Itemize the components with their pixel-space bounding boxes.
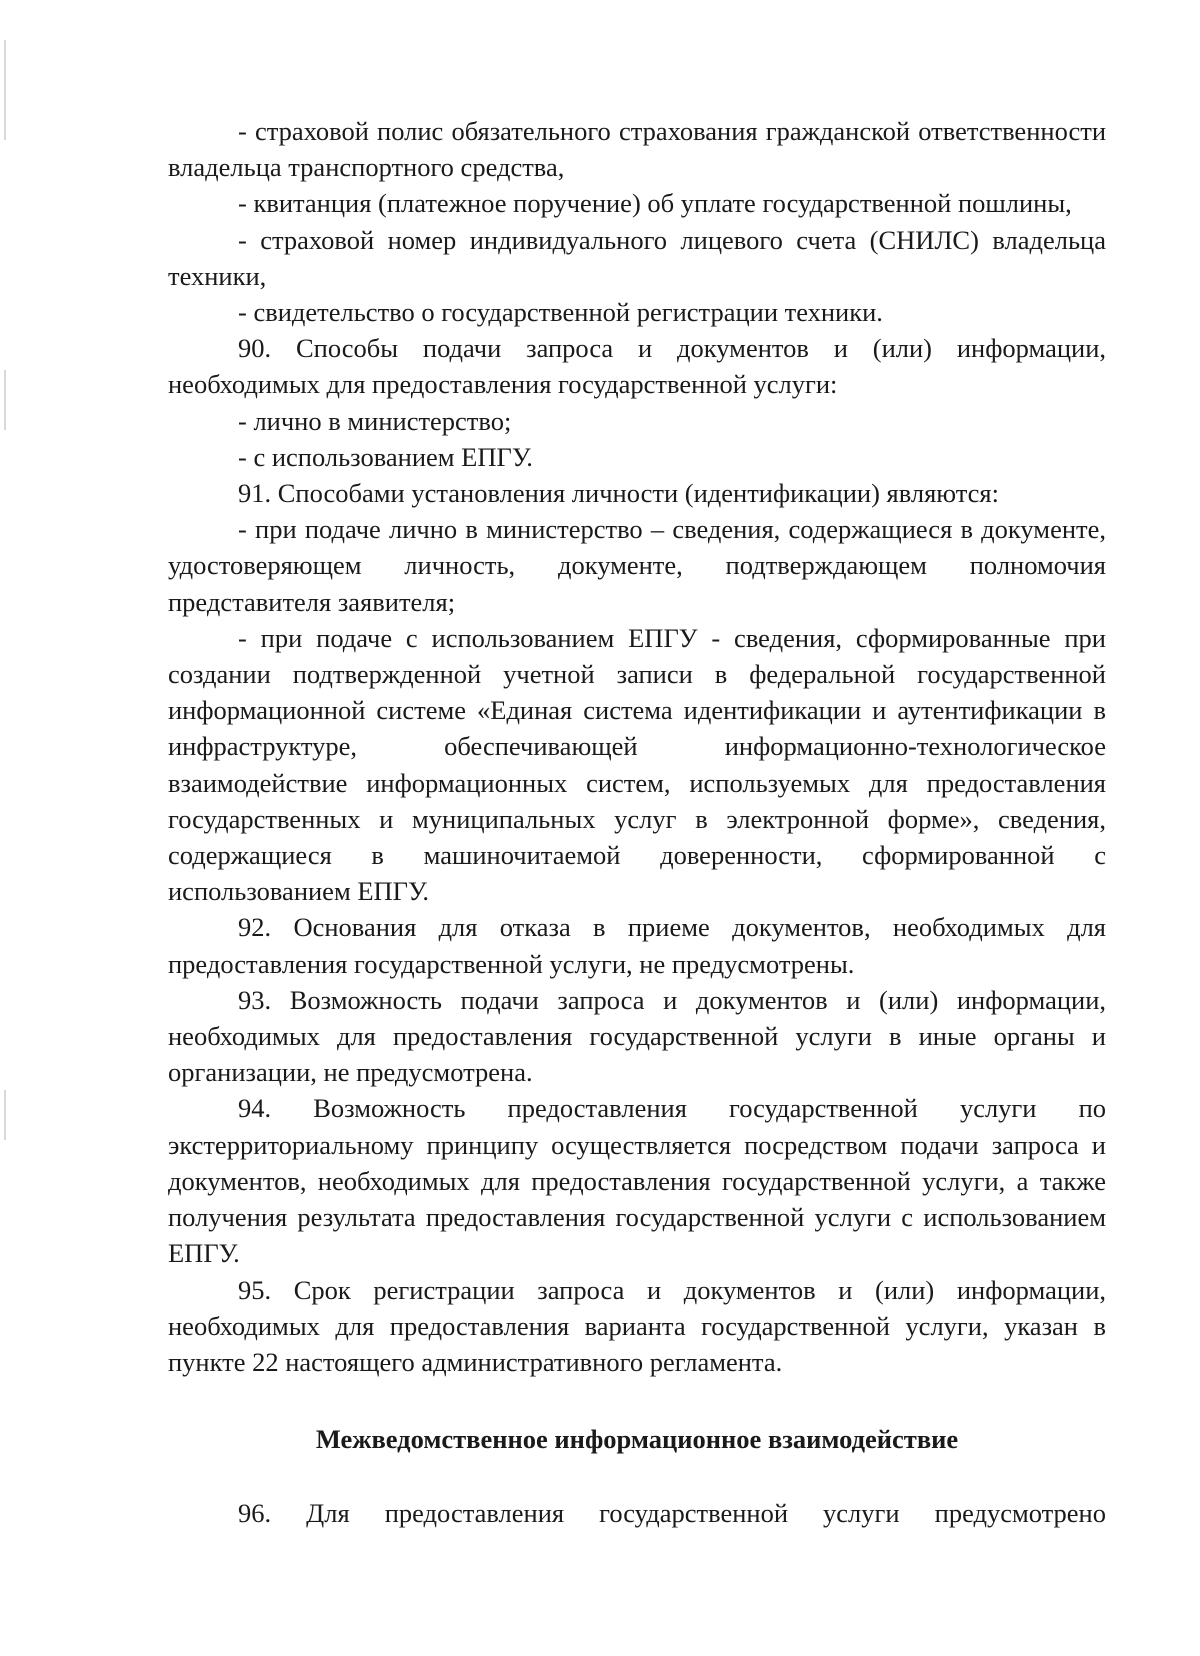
paragraph: 95. Срок регистрации запроса и документов и (или) информации, необходимых для предоставления варианта государственной услуги, указан в пункте 22 настоящего административного регламента. <box>168 1274 1106 1377</box>
paragraph-start: 96. Для предоставления государственной услуги предусмотрено <box>238 1498 1106 1529</box>
paragraph: 94. Возможность предоставления государственной услуги по экстерриториальному принципу осуществляется посредством подачи запроса и документов, необходимых для предоставления государственной услуги, а также получения результата предоставления государственной услуги с использованием ЕПГУ. <box>168 1093 1106 1269</box>
section-heading: Межведомственное информационное взаимодействие <box>315 1424 959 1455</box>
scan-edge-mark <box>4 40 6 140</box>
scan-edge-mark <box>4 1090 6 1140</box>
paragraph: - свидетельство о государственной регистрации техники. <box>238 297 883 328</box>
paragraph: - страховой полис обязательного страхования гражданской ответственности владельца транспортного средства, <box>168 116 1106 183</box>
paragraph: 93. Возможность подачи запроса и документов и (или) информации, необходимых для предоставления государственной услуги в иные органы и организации, не предусмотрена. <box>168 984 1106 1088</box>
paragraph: - с использованием ЕПГУ. <box>238 441 533 472</box>
paragraph: - страховой номер индивидуального лицевого счета (СНИЛС) владельца техники, <box>168 224 1106 291</box>
paragraph: 92. Основания для отказа в приеме документов, необходимых для предоставления государственной услуги, не предусмотрены. <box>168 912 1106 979</box>
paragraph: - лично в министерство; <box>238 405 512 436</box>
document-body <box>168 113 1106 1532</box>
paragraph: - при подаче лично в министерство – сведения, содержащиеся в документе, удостоверяющем личность, документе, подтверждающем полномочия представителя заявителя; <box>168 514 1106 617</box>
scan-edge-mark <box>4 370 6 430</box>
paragraph: 90. Способы подачи запроса и документов и (или) информации, необходимых для предоставления государственной услуги: <box>168 333 1106 400</box>
paragraph: - квитанция (платежное поручение) об уплате государственной пошлины, <box>238 188 1072 219</box>
paragraph: - при подаче с использованием ЕПГУ - сведения, сформированные при создании подтвержденной учетной записи в федеральной государственной информационной системе «Единая система идентификации и аутентификации в инфраструктуре, обеспечивающей информационно-технологическое взаимодействие информационных систем, используемых для предоставления государственных и муниципальных услуг в электронной форме», сведения, содержащиеся в машиночитаемой доверенности, сформированной с использованием ЕПГУ. <box>168 622 1106 907</box>
paragraph: 91. Способами установления личности (идентификации) являются: <box>238 478 999 509</box>
